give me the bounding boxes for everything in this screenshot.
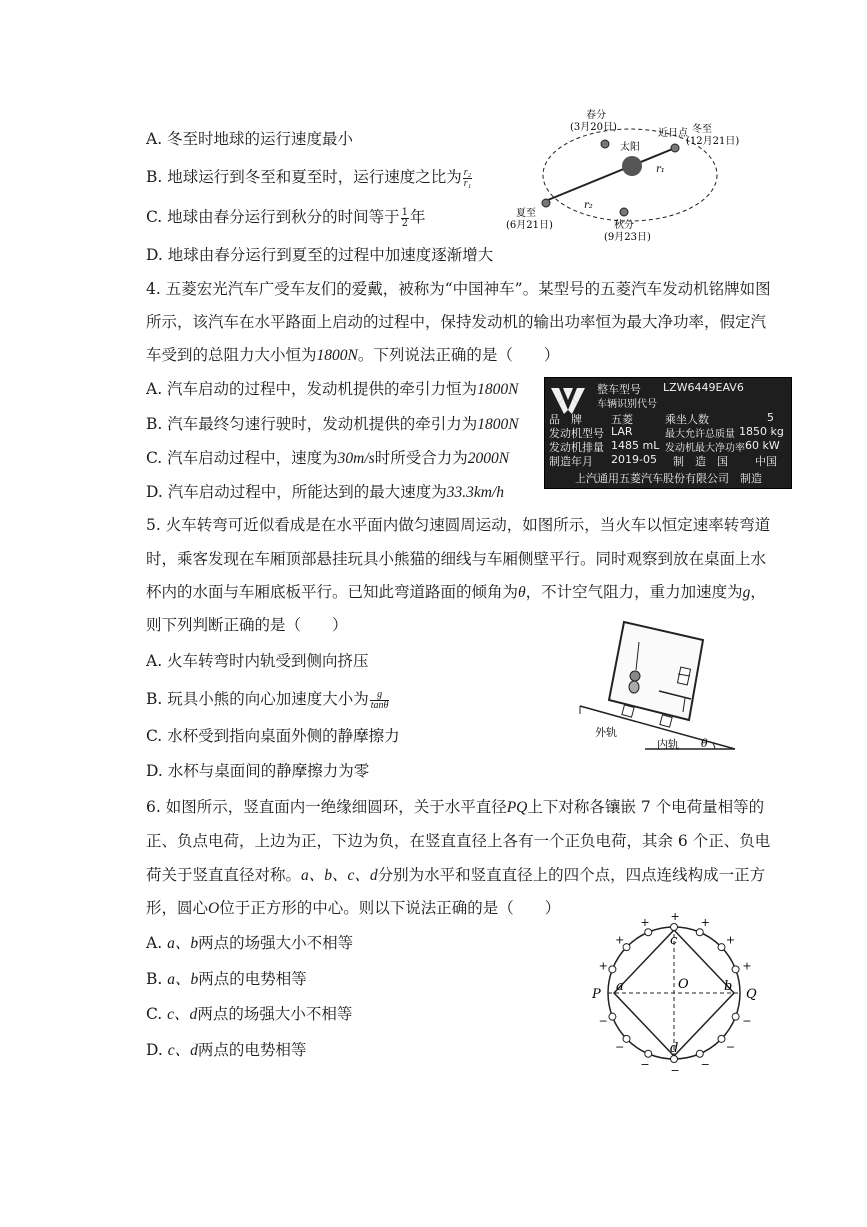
negative-charge-icon (696, 1050, 703, 1057)
q4-line-3-suffix: 。下列说法正确的是（ ） (357, 346, 560, 364)
q4-option-a-text: A. 汽车启动的过程中，发动机提供的牵引力恒为 (146, 380, 478, 398)
positive-charge-icon (696, 929, 703, 936)
earth-autumn-icon (620, 208, 628, 216)
q6-option-b-text: 两点的电势相等 (198, 970, 307, 988)
plus-sign: + (598, 959, 608, 973)
q3-option-c-text: C. 地球由春分运行到秋分的时间等于 (146, 208, 400, 226)
plate-seats-label: 乘坐人数 (665, 413, 709, 426)
fraction-numerator: g (370, 690, 390, 701)
q4-line-3 (146, 344, 559, 367)
plate-power-value: 60 kW (745, 439, 780, 452)
plate-mass-label: 最大允许总质量 (665, 429, 735, 440)
q6-line-3-suffix: 分别为水平和竖直直径上的四个点，四点连线构成一正方 (377, 866, 766, 884)
label-inner-rail: 内轨 (657, 738, 679, 751)
q5-theta: θ (518, 584, 526, 601)
outer-wheel-icon (622, 705, 634, 717)
label-c: c (670, 933, 678, 948)
minus-sign: − (670, 1064, 680, 1077)
q6-line-1-suffix: 上下对称各镶嵌 7 个电荷量相等的 (527, 798, 765, 816)
q4-line-3-text: 车受到的总阻力大小恒为 (146, 346, 317, 364)
positive-charge-icon (718, 944, 725, 951)
q5-option-b (146, 688, 390, 711)
q6-line-4 (146, 897, 560, 920)
q6-line-1 (146, 796, 764, 819)
q4-option-d (146, 481, 504, 504)
q5-line-2: 时，乘客发现在车厢顶部悬挂玩具小熊猫的细线与车厢侧壁平行。同时观察到放在桌面上水 (146, 550, 767, 568)
plate-displacement-label: 发动机排量 (549, 441, 604, 454)
plate-power-label: 发动机最大净功率 (665, 443, 745, 454)
q6-line-4-suffix: 位于正方形的中心。则以下说法正确的是（ ） (219, 899, 561, 917)
panda-head-icon (630, 671, 640, 681)
plus-sign: + (742, 959, 752, 973)
plate-date-label: 制造年月 (549, 455, 593, 468)
label-q: Q (746, 987, 757, 1002)
q4-line-1: 4. 五菱宏光汽车广受车友们的爱戴，被称为“中国神车”。某型号的五菱汽车发动机铭牌如图 (146, 280, 771, 298)
engine-nameplate (544, 377, 792, 489)
q6-line-1-text: 6. 如图所示，竖直面内一绝缘细圆环，关于水平直径 (146, 798, 507, 816)
minus-sign: − (700, 1057, 710, 1071)
q6-option-c-text: 两点的场强大小不相等 (197, 1005, 353, 1023)
minus-sign: − (640, 1057, 650, 1071)
plate-displacement-value: 1485 mL (611, 439, 660, 452)
positive-charge-icon (609, 966, 616, 973)
positive-charge-icon (671, 924, 678, 931)
q5-option-c: C. 水杯受到指向桌面外侧的静摩擦力 (146, 727, 400, 745)
q4-resistance-value: 1800N (316, 347, 358, 364)
plus-sign: + (670, 910, 680, 923)
negative-charge-icon (645, 1050, 652, 1057)
q6-option-c (146, 1003, 352, 1026)
label-r1: r₁ (656, 164, 665, 175)
label-r2: r₂ (584, 200, 593, 211)
q5-option-b-text: B. 玩具小熊的向心加速度大小为 (146, 690, 369, 708)
earth-winter-icon (671, 144, 679, 152)
q6-option-a-text: 两点的场强大小不相等 (198, 934, 354, 952)
plate-date-value: 2019-05 (611, 453, 657, 466)
q4-option-d-text: D. 汽车启动过程中，所能达到的最大速度为 (146, 483, 447, 501)
plate-engine-label: 发动机型号 (549, 427, 604, 440)
label-d: d (670, 1041, 679, 1056)
minus-sign: − (742, 1014, 752, 1028)
q6-option-d-vars: c、d (167, 1042, 198, 1059)
q6-option-b-vars: a、b (167, 971, 199, 988)
q6-o: O (208, 900, 220, 917)
plate-seats-value: 5 (767, 411, 774, 424)
plate-brand-value: 五菱 (611, 413, 633, 426)
label-perihelion: 近日点 (658, 128, 688, 139)
positive-charge-icon (732, 966, 739, 973)
train-car (609, 622, 703, 727)
q4-option-b (146, 413, 519, 436)
q5-g: g (742, 584, 751, 601)
sun-icon (622, 156, 642, 176)
q3-option-b-fraction (463, 168, 472, 189)
label-a: a (616, 979, 624, 994)
label-p: P (592, 987, 601, 1002)
q4-option-c-value: 2000N (467, 450, 510, 467)
label-sun: 太阳 (620, 142, 640, 153)
q6-option-b (146, 968, 307, 991)
plus-sign: + (700, 916, 710, 930)
q6-option-a-prefix: A. (146, 934, 168, 952)
negative-charge-icon (671, 1056, 678, 1063)
plate-vin-label: 车辆识别代号 (597, 399, 657, 410)
q5-line-1: 5. 火车转弯可近似看成是在水平面内做匀速圆周运动，如图所示，当火车以恒定速率转弯道 (146, 516, 771, 534)
negative-charge-icon (732, 1013, 739, 1020)
q4-option-a-value: 1800N (477, 381, 519, 398)
q3-option-b (146, 166, 473, 189)
q4-option-b-text: B. 汽车最终匀速行驶时，发动机提供的牵引力为 (146, 415, 478, 433)
q6-line-4-text: 形，圆心 (146, 899, 209, 917)
q4-option-c (146, 447, 509, 470)
q6-pq: PQ (506, 799, 528, 816)
q4-option-c-text: C. 汽车启动过程中，速度为 (146, 449, 338, 467)
charged-ring-diagram (582, 898, 762, 1088)
q6-option-d-prefix: D. (146, 1041, 168, 1059)
plate-model-label: 整车型号 (597, 383, 641, 396)
label-winter-date: (12月21日) (686, 136, 740, 147)
plate-model-value: LZW6449EAV6 (663, 381, 744, 394)
q3-option-c (146, 206, 426, 229)
q6-option-c-vars: c、d (167, 1006, 198, 1023)
orbit-diagram (500, 100, 760, 250)
positive-charge-icon (645, 929, 652, 936)
q5-line-3 (146, 581, 766, 604)
q5-option-b-fraction (370, 690, 390, 711)
plate-country-label: 制 造 国 (673, 455, 728, 468)
negative-charge-icon (718, 1035, 725, 1042)
q6-option-c-prefix: C. (146, 1005, 168, 1023)
label-theta: θ (701, 737, 708, 750)
fraction-numerator: 1 (401, 206, 409, 218)
q6-line-3 (146, 864, 765, 887)
q5-option-d: D. 水杯与桌面间的静摩擦力为零 (146, 762, 370, 780)
plate-brand-label: 品 牌 (549, 413, 582, 426)
plus-sign: + (615, 933, 625, 947)
minus-sign: − (615, 1040, 625, 1054)
q4-option-a (146, 378, 518, 401)
q4-option-b-value: 1800N (477, 416, 519, 433)
plus-sign: + (640, 916, 650, 930)
earth-spring-icon (601, 140, 609, 148)
train-diagram (575, 618, 740, 753)
label-outer-rail: 外轨 (595, 726, 617, 739)
label-b: b (724, 979, 733, 994)
fraction-denominator: tanθ (370, 699, 389, 711)
plate-mass-value: 1850 kg (739, 425, 784, 438)
negative-charge-icon (609, 1013, 616, 1020)
q4-option-d-value: 33.3km/h (446, 484, 504, 501)
label-winter: 冬至 (692, 124, 712, 135)
plate-engine-value: LAR (611, 425, 633, 438)
minus-sign: − (598, 1014, 608, 1028)
q6-option-d (146, 1039, 306, 1062)
label-summer-date: (6月21日) (506, 220, 553, 231)
q5-line-4: 则下列判断正确的是（ ） (146, 616, 348, 634)
q6-line-2: 正、负点电荷，上边为正，下边为负，在竖直直径上各有一个正负电荷，其余 6 个正、负电 (146, 832, 771, 850)
label-spring: 春分 (586, 110, 606, 121)
label-autumn-date: (9月23日) (604, 232, 651, 243)
label-o: O (678, 977, 689, 992)
q5-option-a: A. 火车转弯时内轨受到侧向挤压 (146, 652, 369, 670)
q4-option-c-mid: 时所受合力为 (374, 449, 468, 467)
fraction-denominator: 2 (401, 217, 409, 229)
q3-option-c-fraction (401, 208, 409, 229)
axis-line (543, 148, 675, 202)
q5-line-3-mid: ，不计空气阻力，重力加速度为 (525, 583, 743, 601)
inner-wheel-icon (660, 715, 672, 727)
q4-option-c-speed: 30m/s (337, 450, 375, 467)
plate-manufacturer: 上汽通用五菱汽车股份有限公司 制造 (575, 472, 762, 485)
q3-option-a: A. 冬至时地球的运行速度最小 (146, 130, 354, 148)
q3-option-b-text: B. 地球运行到冬至和夏至时，运行速度之比为 (146, 168, 462, 186)
q6-option-a-vars: a、b (167, 935, 199, 952)
fraction-numerator: r₂ (463, 166, 472, 178)
q3-option-c-suffix: 年 (410, 208, 426, 226)
q6-option-b-prefix: B. (146, 970, 168, 988)
minus-sign: − (725, 1040, 736, 1054)
q5-line-3-text: 杯内的水面与车厢底板平行。已知此弯道路面的倾角为 (146, 583, 519, 601)
q4-line-2: 所示，该汽车在水平路面上启动的过程中，保持发动机的输出功率恒为最大净功率，假定汽 (146, 313, 767, 331)
q6-option-d-text: 两点的电势相等 (197, 1041, 307, 1059)
q6-vars: a、b、c、d (301, 867, 378, 884)
panda-body-icon (629, 681, 639, 693)
label-spring-date: (3月20日) (570, 122, 617, 133)
fraction-denominator: r₁ (463, 177, 472, 189)
label-autumn: 秋分 (614, 220, 634, 231)
label-summer: 夏至 (516, 208, 536, 219)
plate-country-value: 中国 (755, 455, 777, 468)
plus-sign: + (725, 933, 736, 947)
q5-line-3-suffix: ， (750, 583, 766, 601)
q3-option-d: D. 地球由春分运行到夏至的过程中加速度逐渐增大 (146, 246, 494, 264)
earth-summer-icon (542, 199, 550, 207)
q6-option-a (146, 932, 353, 955)
q6-line-3-text: 荷关于竖直直径对称。 (146, 866, 302, 884)
